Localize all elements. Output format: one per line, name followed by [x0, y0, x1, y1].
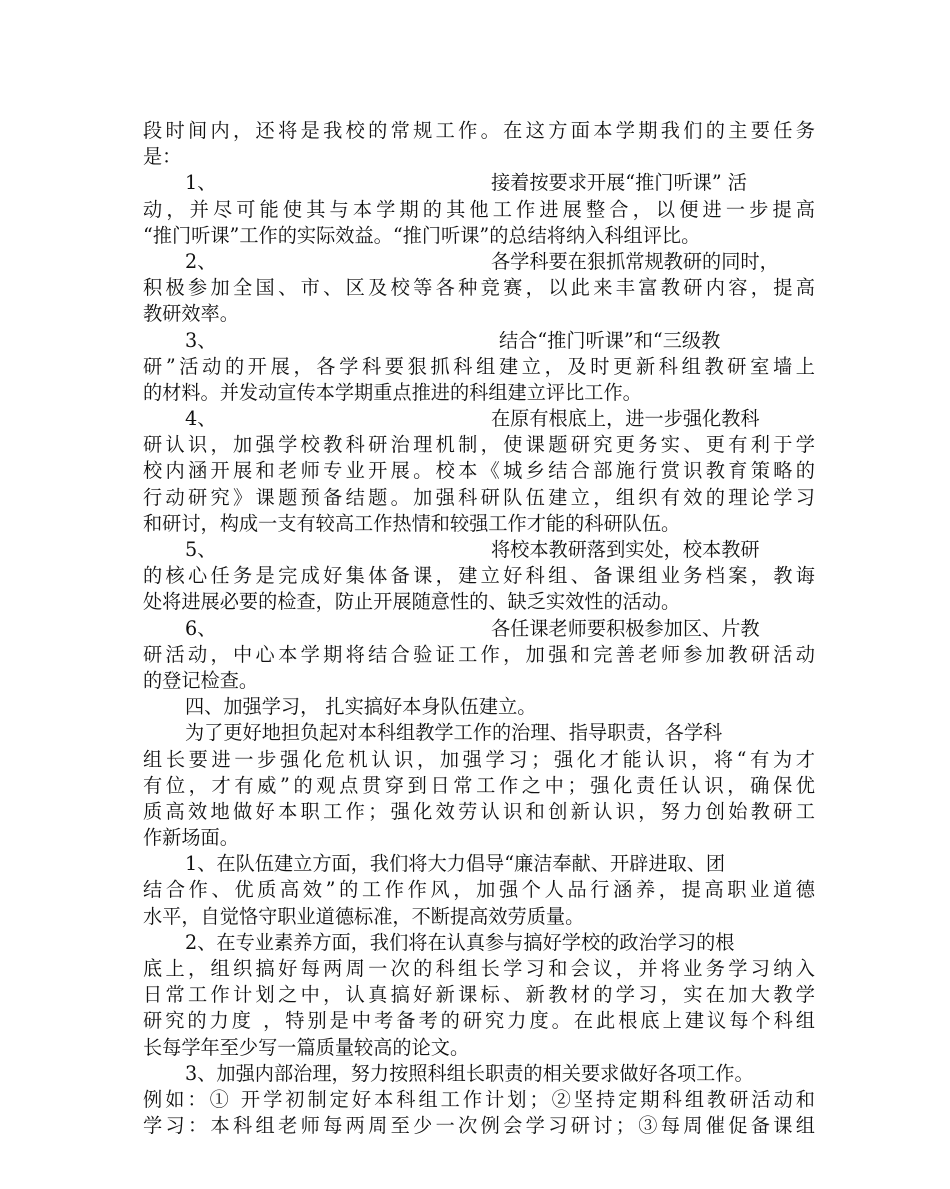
text-line: 组长要进一步强化危机认识，加强学习；强化才能认识，将“有为才 — [143, 747, 815, 771]
text-line: 各任课老师要积极参加区、片教 — [491, 616, 760, 640]
text-line: 底上，组织搞好每两周一次的科组长学习和会议，并将业务学习纳入 — [143, 957, 815, 980]
text-line: 教研效率。 — [143, 302, 239, 326]
section-heading: 四、加强学习， 扎实搞好本身队伍建立。 — [185, 695, 537, 719]
text-line: 动，并尽可能使其与本学期的其他工作进展整合，以便进一步提高 — [143, 197, 815, 221]
text-line: “推门听课”工作的实际效益。“推门听课”的总结将纳入科组评比。 — [143, 223, 701, 247]
list-item-4 — [143, 406, 815, 432]
text-line: 研究的力度 ，特别是中考备考的研究力度。在此根底上建议每个科组 — [143, 1009, 815, 1033]
text-line: 作新场面。 — [143, 826, 239, 850]
list-item-3 — [143, 328, 815, 354]
text-line: 质高效地做好本职工作；强化效劳认识和创新认识，努力创始教研工 — [143, 799, 815, 823]
text-line: 研”活动的开展，各学科要狠抓科组建立，及时更新科组教研室墙上 — [143, 354, 815, 378]
list-item-1 — [143, 170, 815, 196]
text-line: 段时间内，还将是我校的常规工作。在这方面本学期我们的主要任务 — [143, 119, 815, 142]
text-line: 的登记检查。 — [143, 668, 259, 692]
list-number: 6、 — [185, 616, 217, 640]
text-line: 结合作、优质高效”的工作作风，加强个人品行涵养，提高职业道德 — [143, 878, 815, 902]
text-line: 研活动，中心本学期将结合验证工作，加强和完善老师参加教研活动 — [143, 642, 815, 666]
text-line: 长每学年至少写一篇质量较高的论文。 — [143, 1035, 470, 1059]
text-line: 有位，才有威”的观点贯穿到日常工作之中；强化责任认识，确保优 — [143, 773, 815, 797]
text-line: 校内涵开展和老师专业开展。校本《城乡结合部施行赏识教育策略的 — [143, 459, 815, 483]
list-number: 3、 — [185, 328, 217, 352]
list-number: 2、 — [185, 249, 217, 273]
text-line: 处将进展必要的检查，防止开展随意性的、缺乏实效性的活动。 — [143, 590, 681, 614]
text-line: 日常工作计划之中，认真搞好新课标、新教材的学习，实在加大教学 — [143, 983, 815, 1007]
text-line: 2、在专业素养方面，我们将在认真参与搞好学校的政治学习的根 — [185, 930, 735, 954]
list-item-6 — [143, 616, 815, 642]
text-line: 1、在队伍建立方面，我们将大力倡导“廉洁奉献、开辟进取、团 — [185, 852, 726, 876]
text-line: 是： — [143, 145, 182, 169]
document-body — [143, 118, 815, 1139]
text-line: 3、加强内部治理，努力按照科组长职责的相关要求做好各项工作。 — [185, 1061, 754, 1085]
text-line: 的材料。并发动宣传本学期重点推进的科组建立评比工作。 — [143, 380, 642, 404]
text-line: 学习：本科组老师每两周至少一次例会学习研讨；③每周催促备课组 — [143, 1114, 815, 1138]
text-line: 为了更好地担负起对本科组教学工作的治理、指导职责，各学科 — [185, 721, 723, 745]
text-line: 各学科要在狠抓常规教研的同时， — [491, 249, 779, 273]
text-line: 行动研究》课题预备结题。加强科研队伍建立，组织有效的理论学习 — [143, 485, 815, 509]
list-item-2 — [143, 249, 815, 275]
text-line: 的核心任务是完成好集体备课，建立好科组、备课组业务档案，教诲 — [143, 564, 815, 588]
list-number: 4、 — [185, 407, 217, 431]
list-item-5 — [143, 537, 815, 563]
text-line: 在原有根底上，进一步强化教科 — [491, 407, 760, 431]
text-line: 水平，自觉恪守职业道德标准，不断提高效劳质量。 — [143, 904, 585, 928]
text-line: 将校本教研落到实处，校本教研 — [491, 538, 760, 561]
text-line: 积极参加全国、市、区及校等各种竞赛，以此来丰富教研内容，提高 — [143, 276, 815, 300]
text-line: 结合“推门听课”和“三级教 — [499, 328, 721, 352]
text-line: 研认识，加强学校教科研治理机制，使课题研究更务实、更有利于学 — [143, 433, 815, 457]
list-number: 1、 — [185, 171, 217, 195]
text-line: 接着按要求开展“推门听课” 活 — [491, 171, 747, 195]
text-line: 和研讨，构成一支有较高工作热情和较强工作才能的科研队伍。 — [143, 511, 681, 535]
text-line: 例如：① 开学初制定好本科组工作计划；②坚持定期科组教研活动和 — [143, 1087, 815, 1111]
list-number: 5、 — [185, 538, 217, 561]
